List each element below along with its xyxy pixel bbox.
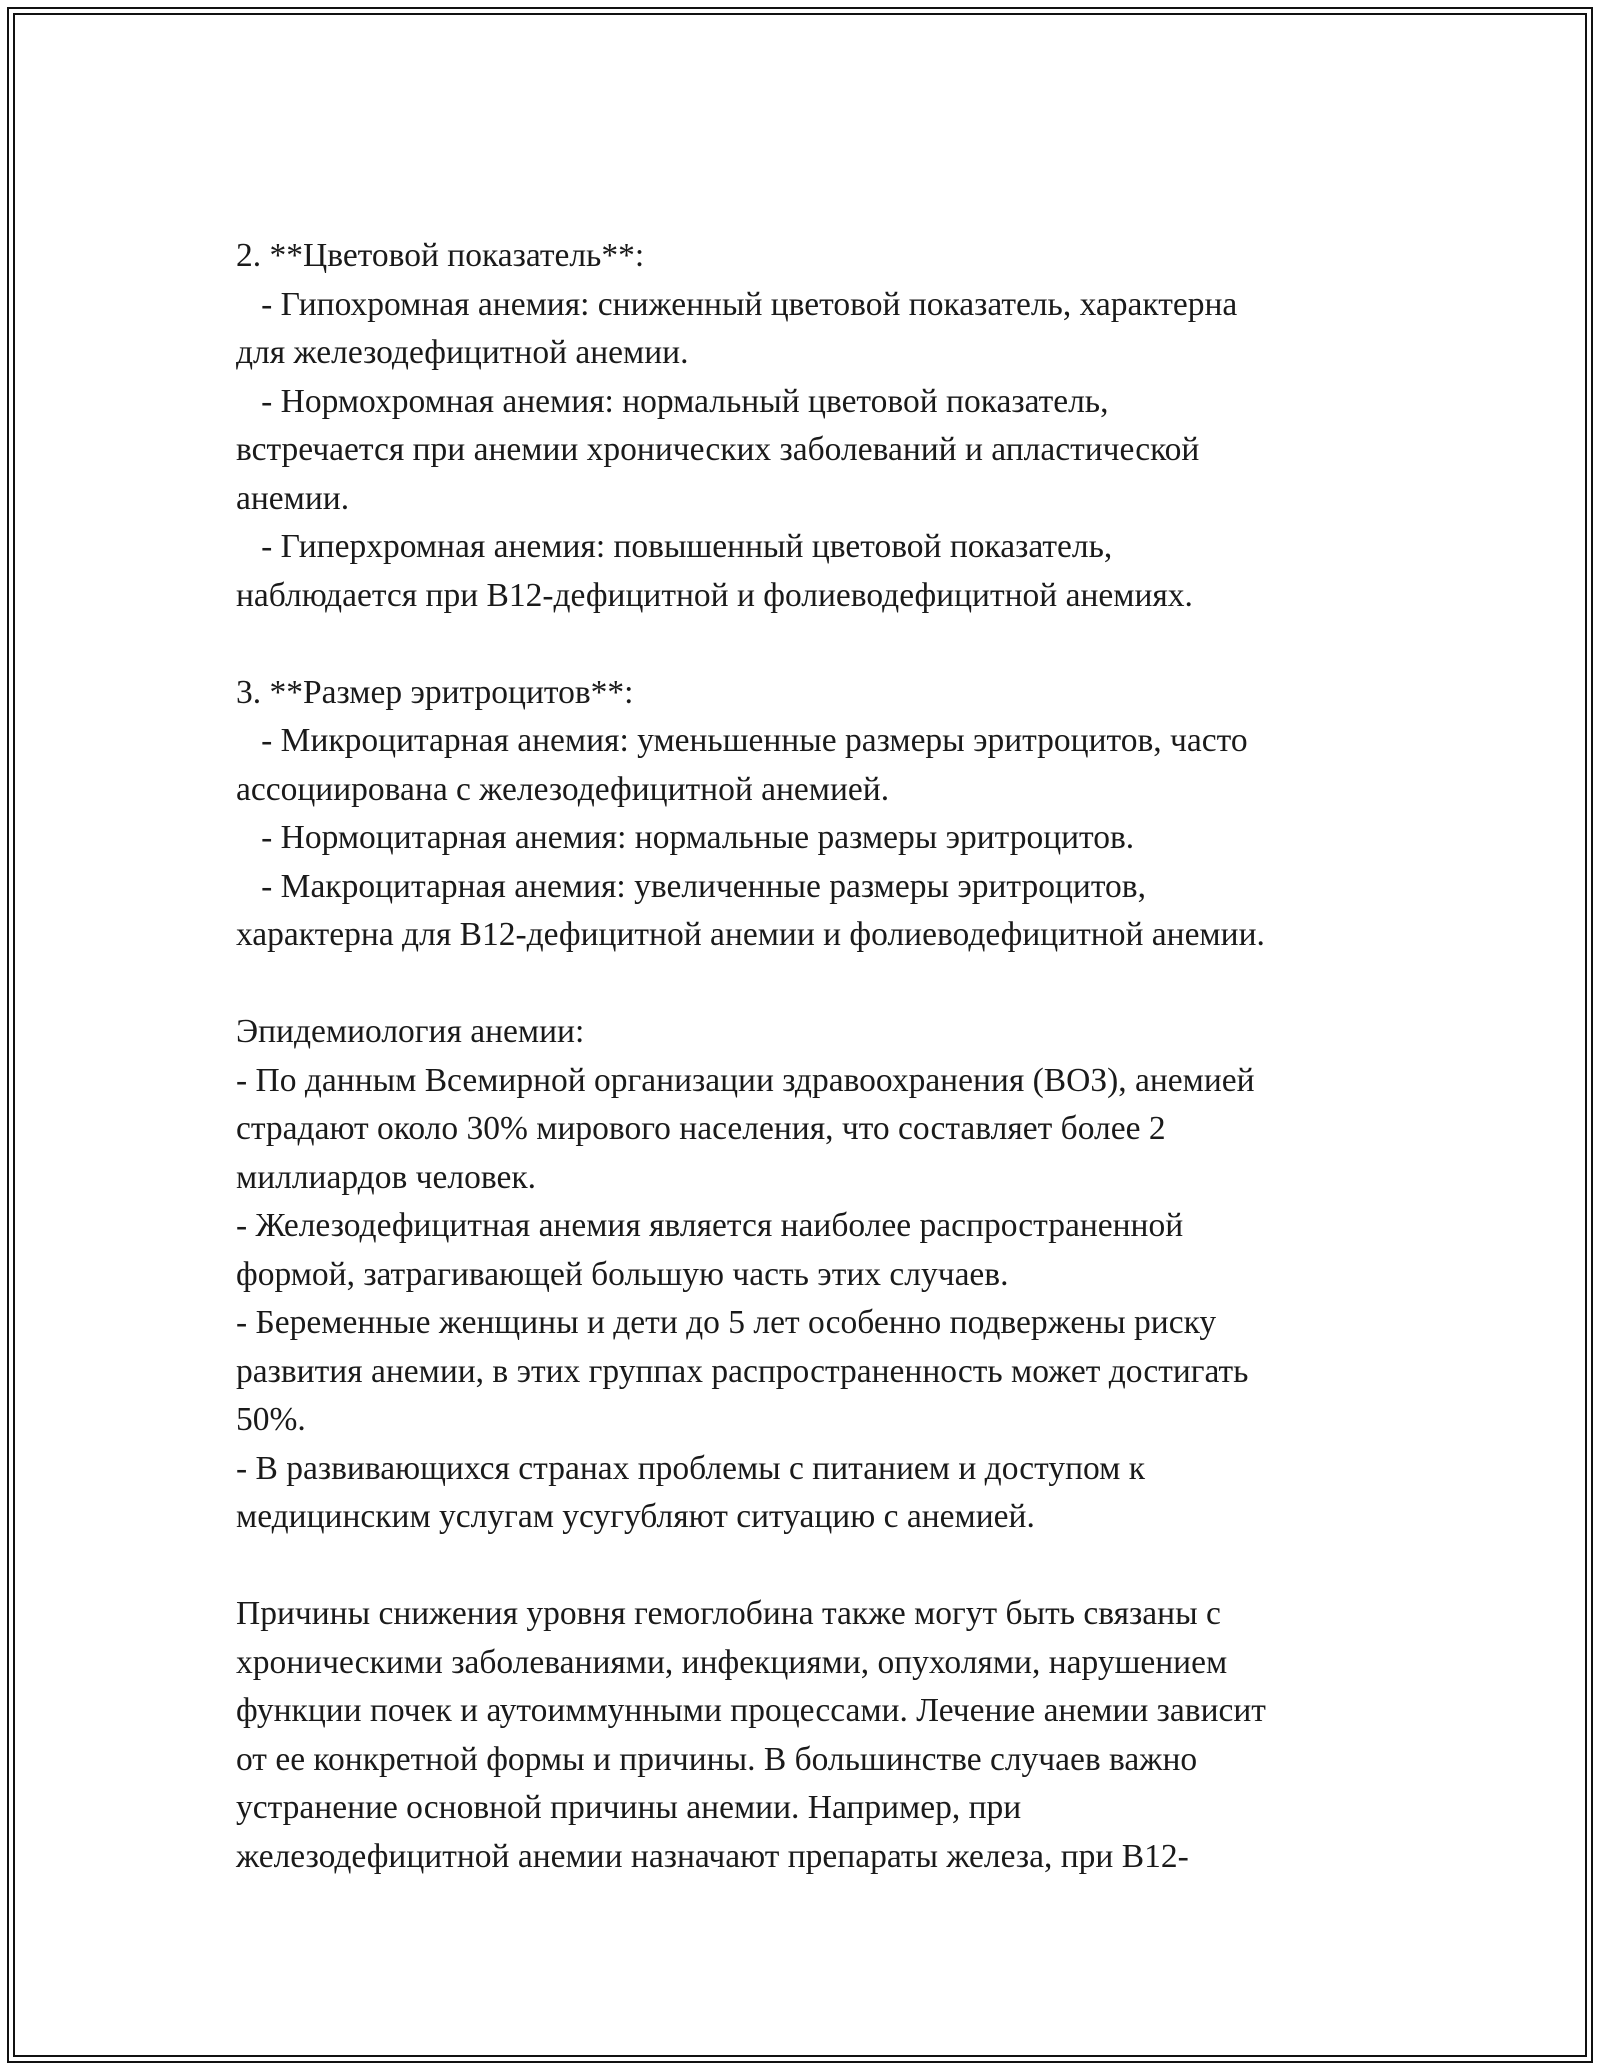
section-color-index	[236, 232, 1406, 620]
text-line: - Нормохромная анемия: нормальный цветовой показатель,	[236, 382, 1109, 420]
text-line: анемии.	[236, 479, 350, 517]
text-line: функции почек и аутоиммунными процессами. Лечение анемии зависит	[236, 1692, 1266, 1729]
text-line: - Нормоцитарная анемия: нормальные размеры эритроцитов.	[236, 819, 1135, 856]
text-line: - Гиперхромная анемия: повышенный цветовой показатель,	[236, 528, 1113, 565]
text-line: ассоциирована с железодефицитной анемией.	[236, 770, 890, 808]
text-line: - По данным Всемирной организации здравоохранения (ВОЗ), анемией	[236, 1061, 1255, 1099]
text-line: железодефицитной анемии назначают препараты железа, при B12-	[236, 1837, 1189, 1875]
section-heading: Эпидемиология анемии:	[236, 1013, 585, 1050]
text-line: медицинским услугам усугубляют ситуацию с анемией.	[236, 1498, 1035, 1535]
text-line: страдают около 30% мирового населения, что составляет более 2	[236, 1110, 1166, 1147]
text-line: - Гипохромная анемия: сниженный цветовой показатель, характерна	[236, 285, 1238, 323]
text-line: развития анемии, в этих группах распространенность может достигать	[236, 1352, 1249, 1390]
section-heading: 3. **Размер эритроцитов**:	[236, 673, 634, 711]
section-epidemiology	[236, 1008, 1406, 1542]
text-line: устранение основной причины анемии. Например, при	[236, 1789, 1022, 1826]
text-line: встречается при анемии хронических заболеваний и апластической	[236, 431, 1200, 468]
text-line: миллиардов человек.	[236, 1158, 536, 1196]
text-line: формой, затрагивающей большую часть этих случаев.	[236, 1255, 1009, 1293]
text-line: от ее конкретной формы и причины. В большинстве случаев важно	[236, 1740, 1198, 1778]
text-line: 50%.	[236, 1401, 306, 1438]
text-line: - Микроцитарная анемия: уменьшенные размеры эритроцитов, часто	[236, 722, 1248, 759]
text-line: для железодефицитной анемии.	[236, 334, 689, 371]
section-heading: 2. **Цветовой показатель**:	[236, 237, 645, 274]
text-line: - Беременные женщины и дети до 5 лет особенно подвержены риску	[236, 1304, 1217, 1341]
section-erythrocyte-size	[236, 669, 1406, 960]
section-causes	[236, 1590, 1406, 1881]
text-line: наблюдается при B12-дефицитной и фолиеводефицитной анемиях.	[236, 576, 1193, 614]
text-line: характерна для B12-дефицитной анемии и фолиеводефицитной анемии.	[236, 916, 1265, 953]
text-line: - Железодефицитная анемия является наиболее распространенной	[236, 1207, 1184, 1244]
document-body	[236, 232, 1406, 1930]
text-line: - Макроцитарная анемия: увеличенные размеры эритроцитов,	[236, 867, 1146, 905]
text-line: - В развивающихся странах проблемы с питанием и доступом к	[236, 1449, 1145, 1487]
text-line: хроническими заболеваниями, инфекциями, опухолями, нарушением	[236, 1643, 1228, 1681]
text-line: Причины снижения уровня гемоглобина также могут быть связаны с	[236, 1595, 1221, 1632]
